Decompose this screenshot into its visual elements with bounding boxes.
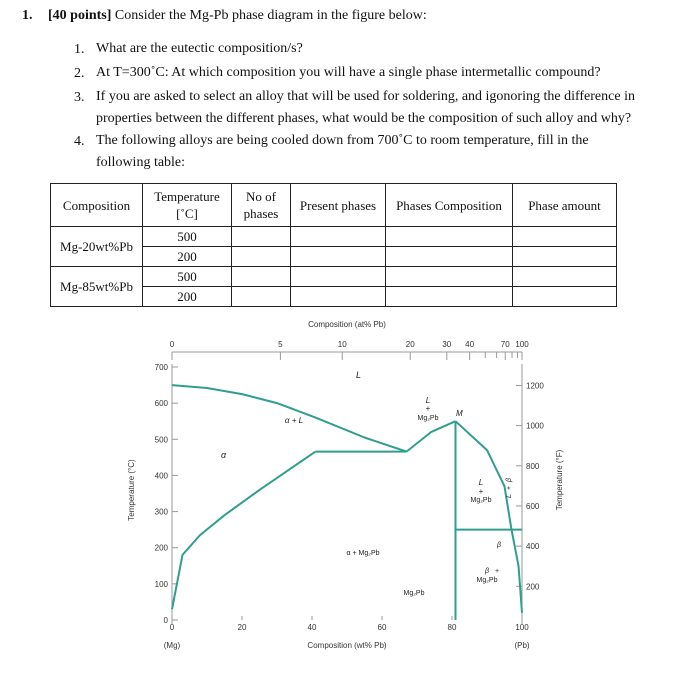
header-phases: phases bbox=[243, 206, 279, 221]
item-1-text: What are the eutectic composition/s? bbox=[96, 41, 303, 56]
right-tick-label: 800 bbox=[526, 461, 540, 471]
item-4-number: 4. bbox=[74, 134, 85, 149]
bottom-tick-label: 80 bbox=[447, 623, 457, 632]
header-phase-amount: Phase amount bbox=[513, 184, 617, 227]
header-temperature-unit: [˚C] bbox=[176, 206, 198, 221]
label-beta-l-beta: β bbox=[506, 478, 513, 482]
item-3-number: 3. bbox=[74, 90, 85, 105]
item-2-text: At T=300˚C: At which composition you will have a single phase intermetallic compound? bbox=[96, 65, 601, 80]
item-4-text-line2: following table: bbox=[96, 155, 186, 170]
item-3-text-line2: properties between the different phases, what would be the composition of such alloy and why? bbox=[96, 111, 632, 126]
bottom-tick-label: 0 bbox=[169, 623, 175, 632]
label-beta-l-plus: + bbox=[506, 485, 513, 491]
top-tick-label: 10 bbox=[337, 340, 347, 349]
phase-boundary-line bbox=[407, 421, 456, 451]
label-l-mg2pb-right-phase: Mg₂Pb bbox=[470, 497, 492, 504]
right-ticks bbox=[516, 381, 544, 591]
header-no-of: No of bbox=[246, 189, 276, 204]
phase-boundary-line bbox=[456, 421, 512, 529]
item-4-text-line1: The following alloys are being cooled down from 700˚C to room temperature, fill in the bbox=[96, 133, 589, 148]
right-tick-label: 1000 bbox=[526, 421, 544, 431]
pb-end-label: (Pb) bbox=[514, 641, 530, 650]
header-temperature-label: Temperature bbox=[154, 189, 220, 204]
right-tick-label: 400 bbox=[526, 542, 540, 552]
label-beta: β bbox=[497, 542, 501, 549]
label-alpha-plus-mg2pb: α + Mg₂Pb bbox=[346, 550, 380, 557]
label-beta-l-l: L bbox=[506, 494, 513, 498]
item-2-number: 2. bbox=[74, 66, 85, 81]
bottom-tick-label: 20 bbox=[237, 623, 247, 632]
alloy-name-cell: Mg-20wt%Pb bbox=[51, 227, 143, 267]
top-tick-label: 5 bbox=[278, 340, 283, 349]
bottom-tick-label: 60 bbox=[377, 623, 387, 632]
left-ticks bbox=[155, 363, 178, 625]
header-phases-composition: Phases Composition bbox=[386, 184, 513, 227]
left-tick-label: 700 bbox=[154, 363, 168, 372]
label-alpha: α bbox=[221, 450, 227, 460]
alloy-name-cell: Mg-85wt%Pb bbox=[51, 267, 143, 307]
top-tick-label: 100 bbox=[515, 340, 529, 349]
top-tick-label: 40 bbox=[465, 340, 475, 349]
item-1-number: 1. bbox=[74, 42, 85, 57]
diagram-frame bbox=[172, 352, 522, 624]
label-alpha-plus-liquid: α + L bbox=[284, 416, 304, 425]
header-composition: Composition bbox=[51, 184, 143, 227]
left-tick-label: 600 bbox=[154, 399, 168, 409]
right-axis-title: Temperature (°F) bbox=[555, 449, 564, 511]
top-tick-label: 0 bbox=[169, 340, 175, 349]
left-tick-label: 300 bbox=[154, 507, 168, 517]
label-congruent-point-m: M bbox=[456, 409, 463, 418]
question-points: [40 points] bbox=[48, 8, 112, 23]
top-tick-label: 20 bbox=[405, 340, 415, 349]
right-tick-label: 200 bbox=[526, 582, 540, 592]
label-l-mg2pb-plus: + bbox=[425, 404, 431, 413]
question-number: 1. bbox=[22, 8, 33, 23]
question-prompt-text: Consider the Mg-Pb phase diagram in the figure below: bbox=[114, 8, 427, 23]
right-tick-label: 600 bbox=[526, 501, 540, 511]
label-mg2pb-compound: Mg₂Pb bbox=[403, 590, 425, 597]
right-tick-label: 1200 bbox=[526, 381, 544, 391]
label-beta-mg2pb-plus: + bbox=[495, 568, 500, 575]
top-ticks bbox=[170, 340, 529, 360]
left-tick-label: 500 bbox=[154, 435, 168, 445]
temperature-cell: 200 bbox=[143, 287, 232, 307]
item-3-text-line1: If you are asked to select an alloy that will be used for soldering, and igonoring the difference in bbox=[96, 89, 635, 104]
bottom-axis-title: Composition (wt% Pb) bbox=[307, 641, 387, 650]
top-tick-label: 30 bbox=[442, 340, 452, 349]
mg-end-label: (Mg) bbox=[163, 641, 181, 650]
label-beta-mg2pb-beta: β bbox=[485, 568, 489, 575]
temperature-cell: 500 bbox=[143, 227, 232, 247]
label-l-mg2pb-phase: Mg₂Pb bbox=[417, 415, 439, 422]
left-tick-label: 100 bbox=[154, 579, 168, 589]
bottom-ticks bbox=[170, 616, 529, 632]
label-beta-mg2pb-phase: Mg₂Pb bbox=[476, 577, 498, 584]
label-liquid: L bbox=[356, 370, 362, 380]
temperature-cell: 500 bbox=[143, 267, 232, 287]
label-l-mg2pb-l: L bbox=[425, 396, 431, 405]
left-tick-label: 200 bbox=[154, 543, 168, 553]
bottom-tick-label: 40 bbox=[307, 623, 317, 632]
left-tick-label: 400 bbox=[154, 471, 168, 481]
left-tick-label: 0 bbox=[163, 616, 168, 625]
top-axis-title: Composition (at% Pb) bbox=[308, 320, 386, 329]
top-tick-label: 70 bbox=[500, 340, 510, 349]
label-l-mg2pb-right-l: L bbox=[478, 478, 484, 487]
left-axis-title: Temperature (°C) bbox=[127, 459, 136, 521]
label-l-mg2pb-right-plus: + bbox=[478, 487, 484, 496]
phase-boundary-line bbox=[512, 530, 523, 613]
temperature-cell: 200 bbox=[143, 247, 232, 267]
bottom-tick-label: 100 bbox=[515, 623, 529, 632]
phase-boundary-line bbox=[172, 452, 316, 610]
header-present-phases: Present phases bbox=[291, 184, 386, 227]
